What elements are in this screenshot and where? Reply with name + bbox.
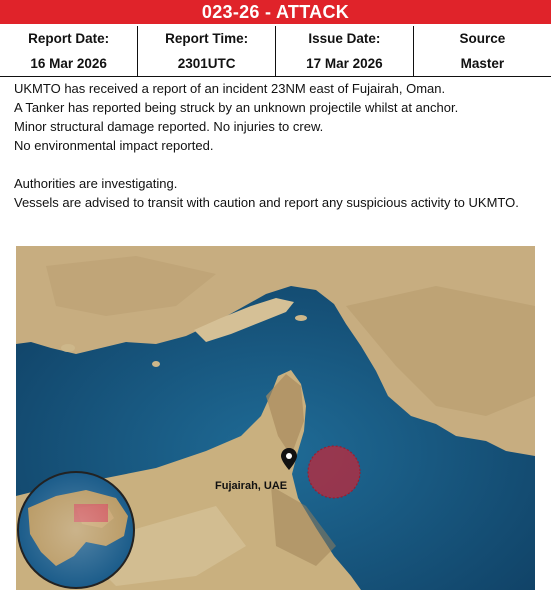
report-line: No environmental impact reported.	[14, 138, 214, 153]
location-label: Fujairah, UAE	[215, 480, 288, 492]
report-line: Minor structural damage reported. No injuries to crew.	[14, 119, 324, 134]
report-title: 023-26 - ATTACK	[0, 0, 551, 24]
advisory-line: Vessels are advised to transit with caution and report any suspicious activity to UKMTO.	[14, 195, 519, 210]
report-date-value: 16 Mar 2026	[0, 51, 138, 76]
report-body	[14, 79, 538, 212]
small-island	[295, 315, 307, 321]
inset-locator-globe	[18, 472, 134, 588]
source-value: Master	[413, 51, 551, 76]
report-date-label: Report Date:	[0, 26, 138, 51]
small-island	[61, 344, 75, 352]
report-line: UKMTO has received a report of an incident 23NM east of Fujairah, Oman.	[14, 81, 446, 96]
small-island	[152, 361, 160, 367]
report-line: A Tanker has reported being struck by an unknown projectile whilst at anchor.	[14, 100, 459, 115]
map-graphic	[16, 246, 535, 590]
report-info-table	[0, 26, 551, 77]
issue-date-label: Issue Date:	[276, 26, 414, 51]
issue-date-value: 17 Mar 2026	[276, 51, 414, 76]
incident-map	[16, 246, 535, 590]
report-time-label: Report Time:	[138, 26, 276, 51]
report-time-value: 2301UTC	[138, 51, 276, 76]
source-label: Source	[413, 26, 551, 51]
report-line: Authorities are investigating.	[14, 176, 178, 191]
